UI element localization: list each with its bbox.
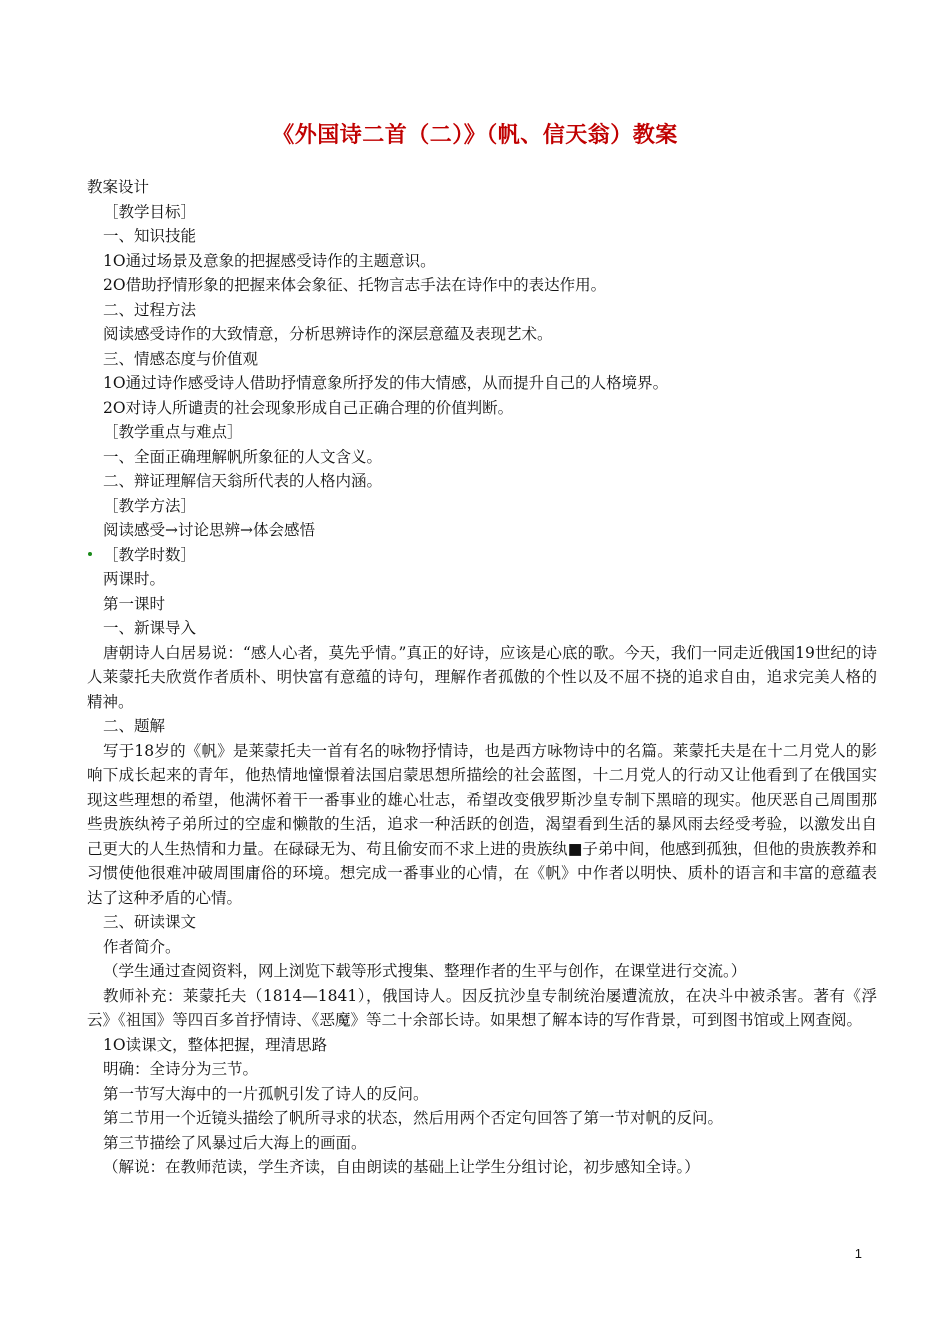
- text-line: 1O读课文，整体把握，理清思路: [103, 1035, 328, 1054]
- text-line: 明确：全诗分为三节。: [103, 1060, 259, 1078]
- paragraph-explanation: 写于18岁的《帆》是莱蒙托夫一首有名的咏物抒情诗，也是西方咏物诗中的名篇。莱蒙托夫是在十二月党人的影响下成长起来的青年，他热情地憧憬着法国启蒙思想所描绘的社会蓝图，十二月党人的行动又让他看到了在俄国实现这些理想的希望，他满怀着干一番事业的雄心壮志，希望改变俄罗斯沙皇专制下黑暗的现实。他厌恶自己周围那些贵族纨袴子弟所过的空虚和懒散的生活，追求一种活跃的创造，渴望看到生活的暴风雨去经受考验，以激发出自己更大的人生热情和力量。在碌碌无为、苟且偷安而不求上进的贵族纨■子弟中间，他感到孤独，但他的贵族教养和习惯使他很难冲破周围庸俗的环境。想完成一番事业的心情，在《帆》中作者以明快、质朴的语言和丰富的意蕴表达了这种矛盾的心情。: [87, 741, 877, 907]
- text-line: 二、过程方法: [103, 300, 197, 319]
- bracket-heading-method: ［教学方法］: [103, 496, 197, 515]
- text-line: 2O对诗人所谴责的社会现象形成自己正确合理的价值判断。: [103, 398, 514, 417]
- text-line: 第二节用一个近镜头描绘了帆所寻求的状态，然后用两个否定句回答了第一节对帆的反问。: [103, 1109, 724, 1127]
- text-line: 第三节描绘了风暴过后大海上的画面。: [103, 1133, 367, 1152]
- text-line: 一、全面正确理解帆所象征的人文含义。: [103, 447, 383, 466]
- text-line: 第一节写大海中的一片孤帆引发了诗人的反问。: [103, 1084, 429, 1103]
- text-line: 1O通过诗作感受诗人借助抒情意象所抒发的伟大情感，从而提升自己的人格境界。: [103, 374, 669, 392]
- text-line: 两课时。: [103, 570, 166, 588]
- text-line: 三、研读课文: [103, 913, 197, 931]
- bracket-heading-keypoints: ［教学重点与难点］: [103, 423, 243, 441]
- section-heading: 教案设计: [87, 178, 150, 196]
- bracket-heading-hours: ［教学时数］: [103, 545, 197, 564]
- document-body: [87, 175, 877, 1180]
- text-line: 2O借助抒情形象的把握来体会象征、托物言志手法在诗作中的表达作用。: [103, 276, 607, 294]
- paragraph-author: 教师补充：莱蒙托夫（1814—1841），俄国诗人。因反抗沙皇专制统治屡遭流放，在决斗中被杀害。著有《浮云》《祖国》等四百多首抒情诗、《恶魔》等二十余部长诗。如果想了解本诗的写作背景，可到图书馆或上网查阅。: [87, 986, 877, 1029]
- paragraph-intro: 唐朝诗人白居易说：“感人心者，莫先乎情。”真正的好诗，应该是心底的歌。今天，我们一同走近俄国19世纪的诗人莱蒙托夫欣赏作者质朴、明快富有意蕴的诗句，理解作者孤傲的个性以及不屈不挠的追求自由，追求完美人格的精神。: [87, 643, 877, 711]
- text-line: 作者简介。: [103, 937, 181, 956]
- text-line: 阅读感受→讨论思辨→体会感悟: [103, 521, 315, 539]
- bracket-heading-goals: ［教学目标］: [103, 202, 197, 221]
- text-line: 阅读感受诗作的大致情意，分析思辨诗作的深层意蕴及表现艺术。: [103, 325, 553, 343]
- text-line: 一、新课导入: [103, 619, 197, 637]
- page-number: 1: [854, 1246, 862, 1261]
- text-line: 三、情感态度与价值观: [103, 349, 259, 368]
- page-title: 《外国诗二首（二）》（帆、信天翁）教案: [272, 122, 678, 148]
- text-line: 二、辩证理解信天翁所代表的人格内涵。: [103, 472, 383, 490]
- text-line: （解说：在教师范读，学生齐读，自由朗读的基础上让学生分组讨论，初步感知全诗。）: [103, 1158, 700, 1176]
- text-line: 第一课时: [103, 594, 166, 613]
- text-line: 二、题解: [103, 717, 166, 735]
- paragraph-note: （学生通过查阅资料，网上浏览下载等形式搜集、整理作者的生平与创作，在课堂进行交流。）: [103, 962, 747, 980]
- text-line: 一、知识技能: [103, 227, 197, 245]
- text-line: 1O通过场景及意象的把握感受诗作的主题意识。: [103, 251, 436, 270]
